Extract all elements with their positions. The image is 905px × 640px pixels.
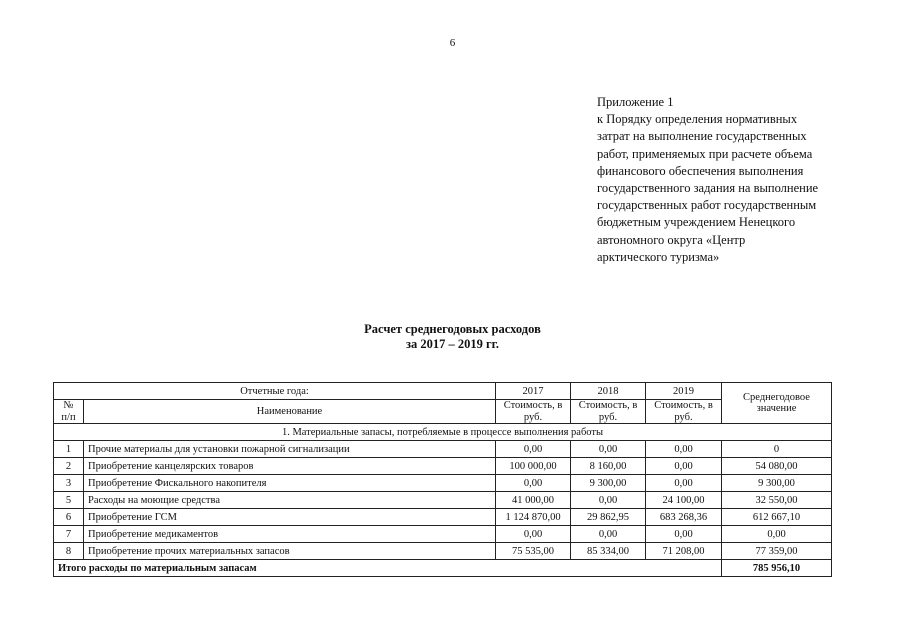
number-header: № п/п <box>54 400 84 424</box>
row-2017: 100 000,00 <box>496 458 571 475</box>
row-2019: 0,00 <box>646 526 722 543</box>
section-title: 1. Материальные запасы, потребляемые в процессе выполнения работы <box>54 424 832 441</box>
cost-table <box>53 382 832 577</box>
year-header-2018: 2018 <box>571 383 646 400</box>
reporting-years-header: Отчетные года: <box>54 383 496 400</box>
header-row-columns <box>54 400 832 424</box>
appendix-line: арктического туризма» <box>597 249 720 264</box>
row-average: 0,00 <box>722 526 832 543</box>
table-row <box>54 509 832 526</box>
row-average: 612 667,10 <box>722 509 832 526</box>
cost-header-2017: Стоимость, в руб. <box>496 400 571 424</box>
row-2018: 8 160,00 <box>571 458 646 475</box>
appendix-line: затрат на выполнение государственных <box>597 129 807 144</box>
row-2019: 24 100,00 <box>646 492 722 509</box>
row-name: Приобретение Фискального накопителя <box>84 475 496 492</box>
row-average: 54 080,00 <box>722 458 832 475</box>
title-line-2: за 2017 – 2019 гг. <box>405 337 500 351</box>
table-row <box>54 475 832 492</box>
cost-header-2019: Стоимость, в руб. <box>646 400 722 424</box>
appendix-note <box>597 94 887 266</box>
row-2017: 0,00 <box>496 475 571 492</box>
appendix-line: государственных работ государственным <box>597 198 817 213</box>
row-2018: 29 862,95 <box>571 509 646 526</box>
header-row-years <box>54 383 832 400</box>
title-line-1: Расчет среднегодовых расходов <box>364 322 541 336</box>
appendix-line: работ, применяемых при расчете объема <box>597 146 813 161</box>
row-2017: 0,00 <box>496 441 571 458</box>
cost-header-2018: Стоимость, в руб. <box>571 400 646 424</box>
row-2019: 71 208,00 <box>646 543 722 560</box>
row-2018: 0,00 <box>571 441 646 458</box>
table-row <box>54 441 832 458</box>
row-2018: 0,00 <box>571 526 646 543</box>
row-name: Приобретение медикаментов <box>84 526 496 543</box>
total-value: 785 956,10 <box>722 560 832 577</box>
row-2019: 0,00 <box>646 475 722 492</box>
row-number: 6 <box>54 509 84 526</box>
row-average: 77 359,00 <box>722 543 832 560</box>
row-2018: 9 300,00 <box>571 475 646 492</box>
row-number: 7 <box>54 526 84 543</box>
total-label: Итого расходы по материальным запасам <box>54 560 722 577</box>
row-name: Приобретение прочих материальных запасов <box>84 543 496 560</box>
year-header-2017: 2017 <box>496 383 571 400</box>
row-average: 0 <box>722 441 832 458</box>
row-name: Приобретение ГСМ <box>84 509 496 526</box>
row-number: 3 <box>54 475 84 492</box>
row-name: Расходы на моющие средства <box>84 492 496 509</box>
row-2019: 0,00 <box>646 441 722 458</box>
table-row <box>54 543 832 560</box>
appendix-line: бюджетным учреждением Ненецкого <box>597 215 796 230</box>
row-2017: 41 000,00 <box>496 492 571 509</box>
row-2017: 1 124 870,00 <box>496 509 571 526</box>
average-header: Среднегодовое значение <box>722 383 832 424</box>
appendix-line: финансового обеспечения выполнения <box>597 163 804 178</box>
row-average: 32 550,00 <box>722 492 832 509</box>
row-name: Приобретение канцелярских товаров <box>84 458 496 475</box>
row-2019: 683 268,36 <box>646 509 722 526</box>
page-number: 6 <box>449 37 456 49</box>
row-number: 5 <box>54 492 84 509</box>
document-title <box>0 322 905 352</box>
year-header-2019: 2019 <box>646 383 722 400</box>
appendix-line: автономного округа «Центр <box>597 232 746 247</box>
section-row <box>54 424 832 441</box>
appendix-line: государственного задания на выполнение <box>597 181 819 196</box>
appendix-line: к Порядку определения нормативных <box>597 112 798 127</box>
row-2019: 0,00 <box>646 458 722 475</box>
table-row <box>54 458 832 475</box>
table-row <box>54 492 832 509</box>
name-header: Наименование <box>84 400 496 424</box>
row-number: 2 <box>54 458 84 475</box>
row-average: 9 300,00 <box>722 475 832 492</box>
appendix-line: Приложение 1 <box>597 95 674 109</box>
table-row <box>54 526 832 543</box>
row-number: 1 <box>54 441 84 458</box>
row-2017: 75 535,00 <box>496 543 571 560</box>
row-2018: 85 334,00 <box>571 543 646 560</box>
total-row <box>54 560 832 577</box>
row-2017: 0,00 <box>496 526 571 543</box>
row-name: Прочие материалы для установки пожарной сигнализации <box>84 441 496 458</box>
row-number: 8 <box>54 543 84 560</box>
row-2018: 0,00 <box>571 492 646 509</box>
